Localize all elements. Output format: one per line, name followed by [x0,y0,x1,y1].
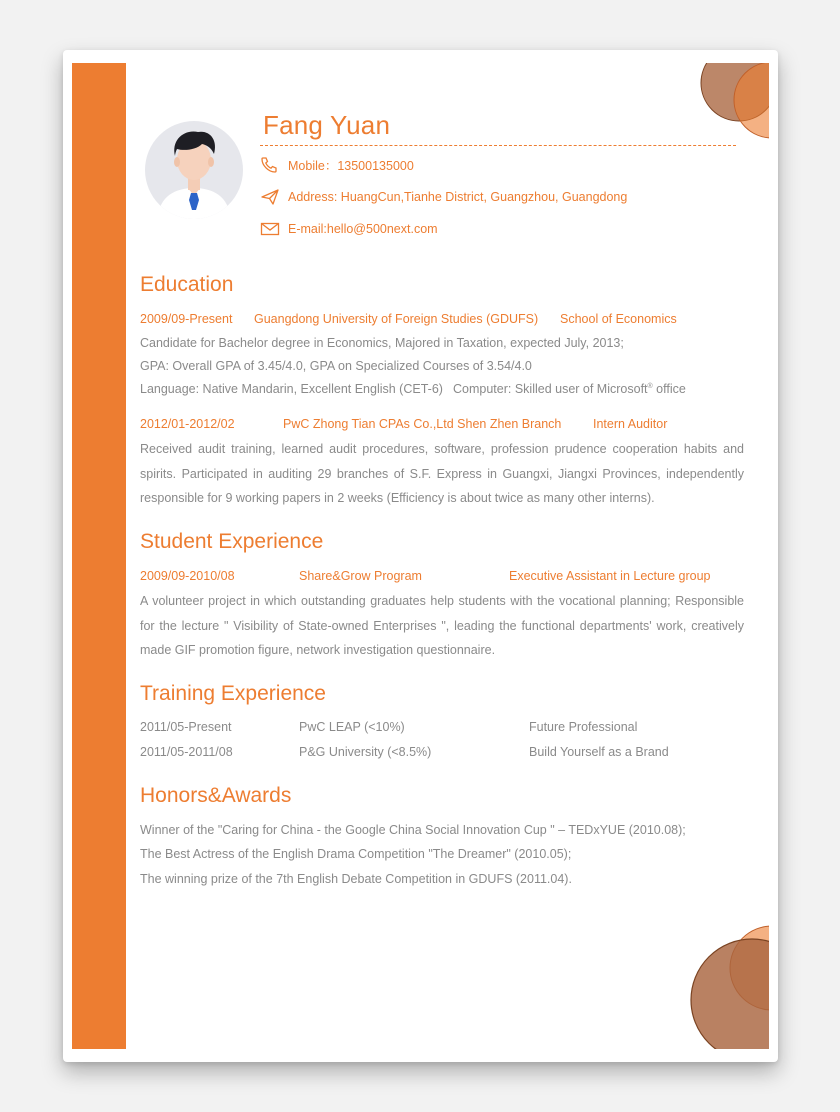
mobile-text: Mobile：13500135000 [288,159,414,173]
edu1-date: 2009/09-Present [140,312,233,326]
edu2-description: Received audit training, learned audit procedures, software, profession prudence cooperation habits and spirits. Participated in auditing 29 branches of S.F. Express in Guangxi, Jiangxi Provinces, independently responsible for 9 working papers in 2 weeks (Efficiency is about twice as many other interns). [140,442,744,505]
envelope-icon [260,220,280,238]
decorative-circles-top [692,63,769,143]
decorative-circles-bottom [682,913,769,1049]
contact-address [260,187,627,207]
training-heading: Training Experience [140,682,326,705]
training-row-program: P&G University (<8.5%) [299,745,432,759]
training-row-date: 2011/05-2011/08 [140,745,233,759]
student-program: Share&Grow Program [299,569,422,583]
edu1-gpa: GPA: Overall GPA of 3.45/4.0, GPA on Specialized Courses of 3.54/4.0 [140,359,532,373]
resume-content [72,63,769,1049]
training-row-award: Future Professional [529,720,638,734]
paper-plane-icon [260,188,280,206]
student-role: Executive Assistant in Lecture group [509,569,711,583]
accent-sidebar [72,63,126,1049]
contact-mobile [260,155,414,175]
honors-heading: Honors&Awards [140,784,292,807]
avatar [144,120,244,220]
address-text: Address: HuangCun,Tianhe District, Guangzhou, Guangdong [288,190,628,204]
edu2-role: Intern Auditor [593,417,668,431]
training-row-award: Build Yourself as a Brand [529,745,669,759]
edu1-school: Guangdong University of Foreign Studies (GDUFS) [254,312,539,326]
edu1-degree: Candidate for Bachelor degree in Economics, Majored in Taxation, expected July, 2013; [140,336,624,350]
training-row-date: 2011/05-Present [140,720,232,734]
contact-email [260,219,438,239]
edu2-date: 2012/01-2012/02 [140,417,235,431]
honor-item: The winning prize of the 7th English Debate Competition in GDUFS (2011.04). [140,872,572,886]
student-description: A volunteer project in which outstanding graduates help students with the vocational planning; Responsible for the lecture " Visibility of State-owned Enterprises ", leading the functional departments' work, creatively made GIF promotion figure, network investigation questionnaire. [140,594,744,657]
edu1-dept: School of Economics [560,312,677,326]
name-divider [260,145,736,146]
resume-page [63,50,778,1062]
student-heading: Student Experience [140,530,324,553]
honor-item: Winner of the "Caring for China - the Google China Social Innovation Cup " – TEDxYUE (2010.08); [140,823,686,837]
phone-icon [260,156,280,174]
edu1-language: Language: Native Mandarin, Excellent English (CET-6) [140,382,443,396]
candidate-name: Fang Yuan [263,110,391,140]
student-date: 2009/09-2010/08 [140,569,235,583]
honor-item: The Best Actress of the English Drama Competition "The Dreamer" (2010.05); [140,847,572,861]
education-heading: Education [140,273,234,296]
edu1-computer [453,382,686,396]
computer-skill-text: Computer: Skilled user of Microsoft [453,382,648,396]
training-row-program: PwC LEAP (<10%) [299,720,405,734]
edu2-org: PwC Zhong Tian CPAs Co.,Ltd Shen Zhen Branch [283,417,562,431]
registered-mark: ® [647,382,653,390]
computer-skill-suffix: office [652,382,686,396]
email-text[interactable]: E-mail:hello@500next.com [288,222,438,236]
